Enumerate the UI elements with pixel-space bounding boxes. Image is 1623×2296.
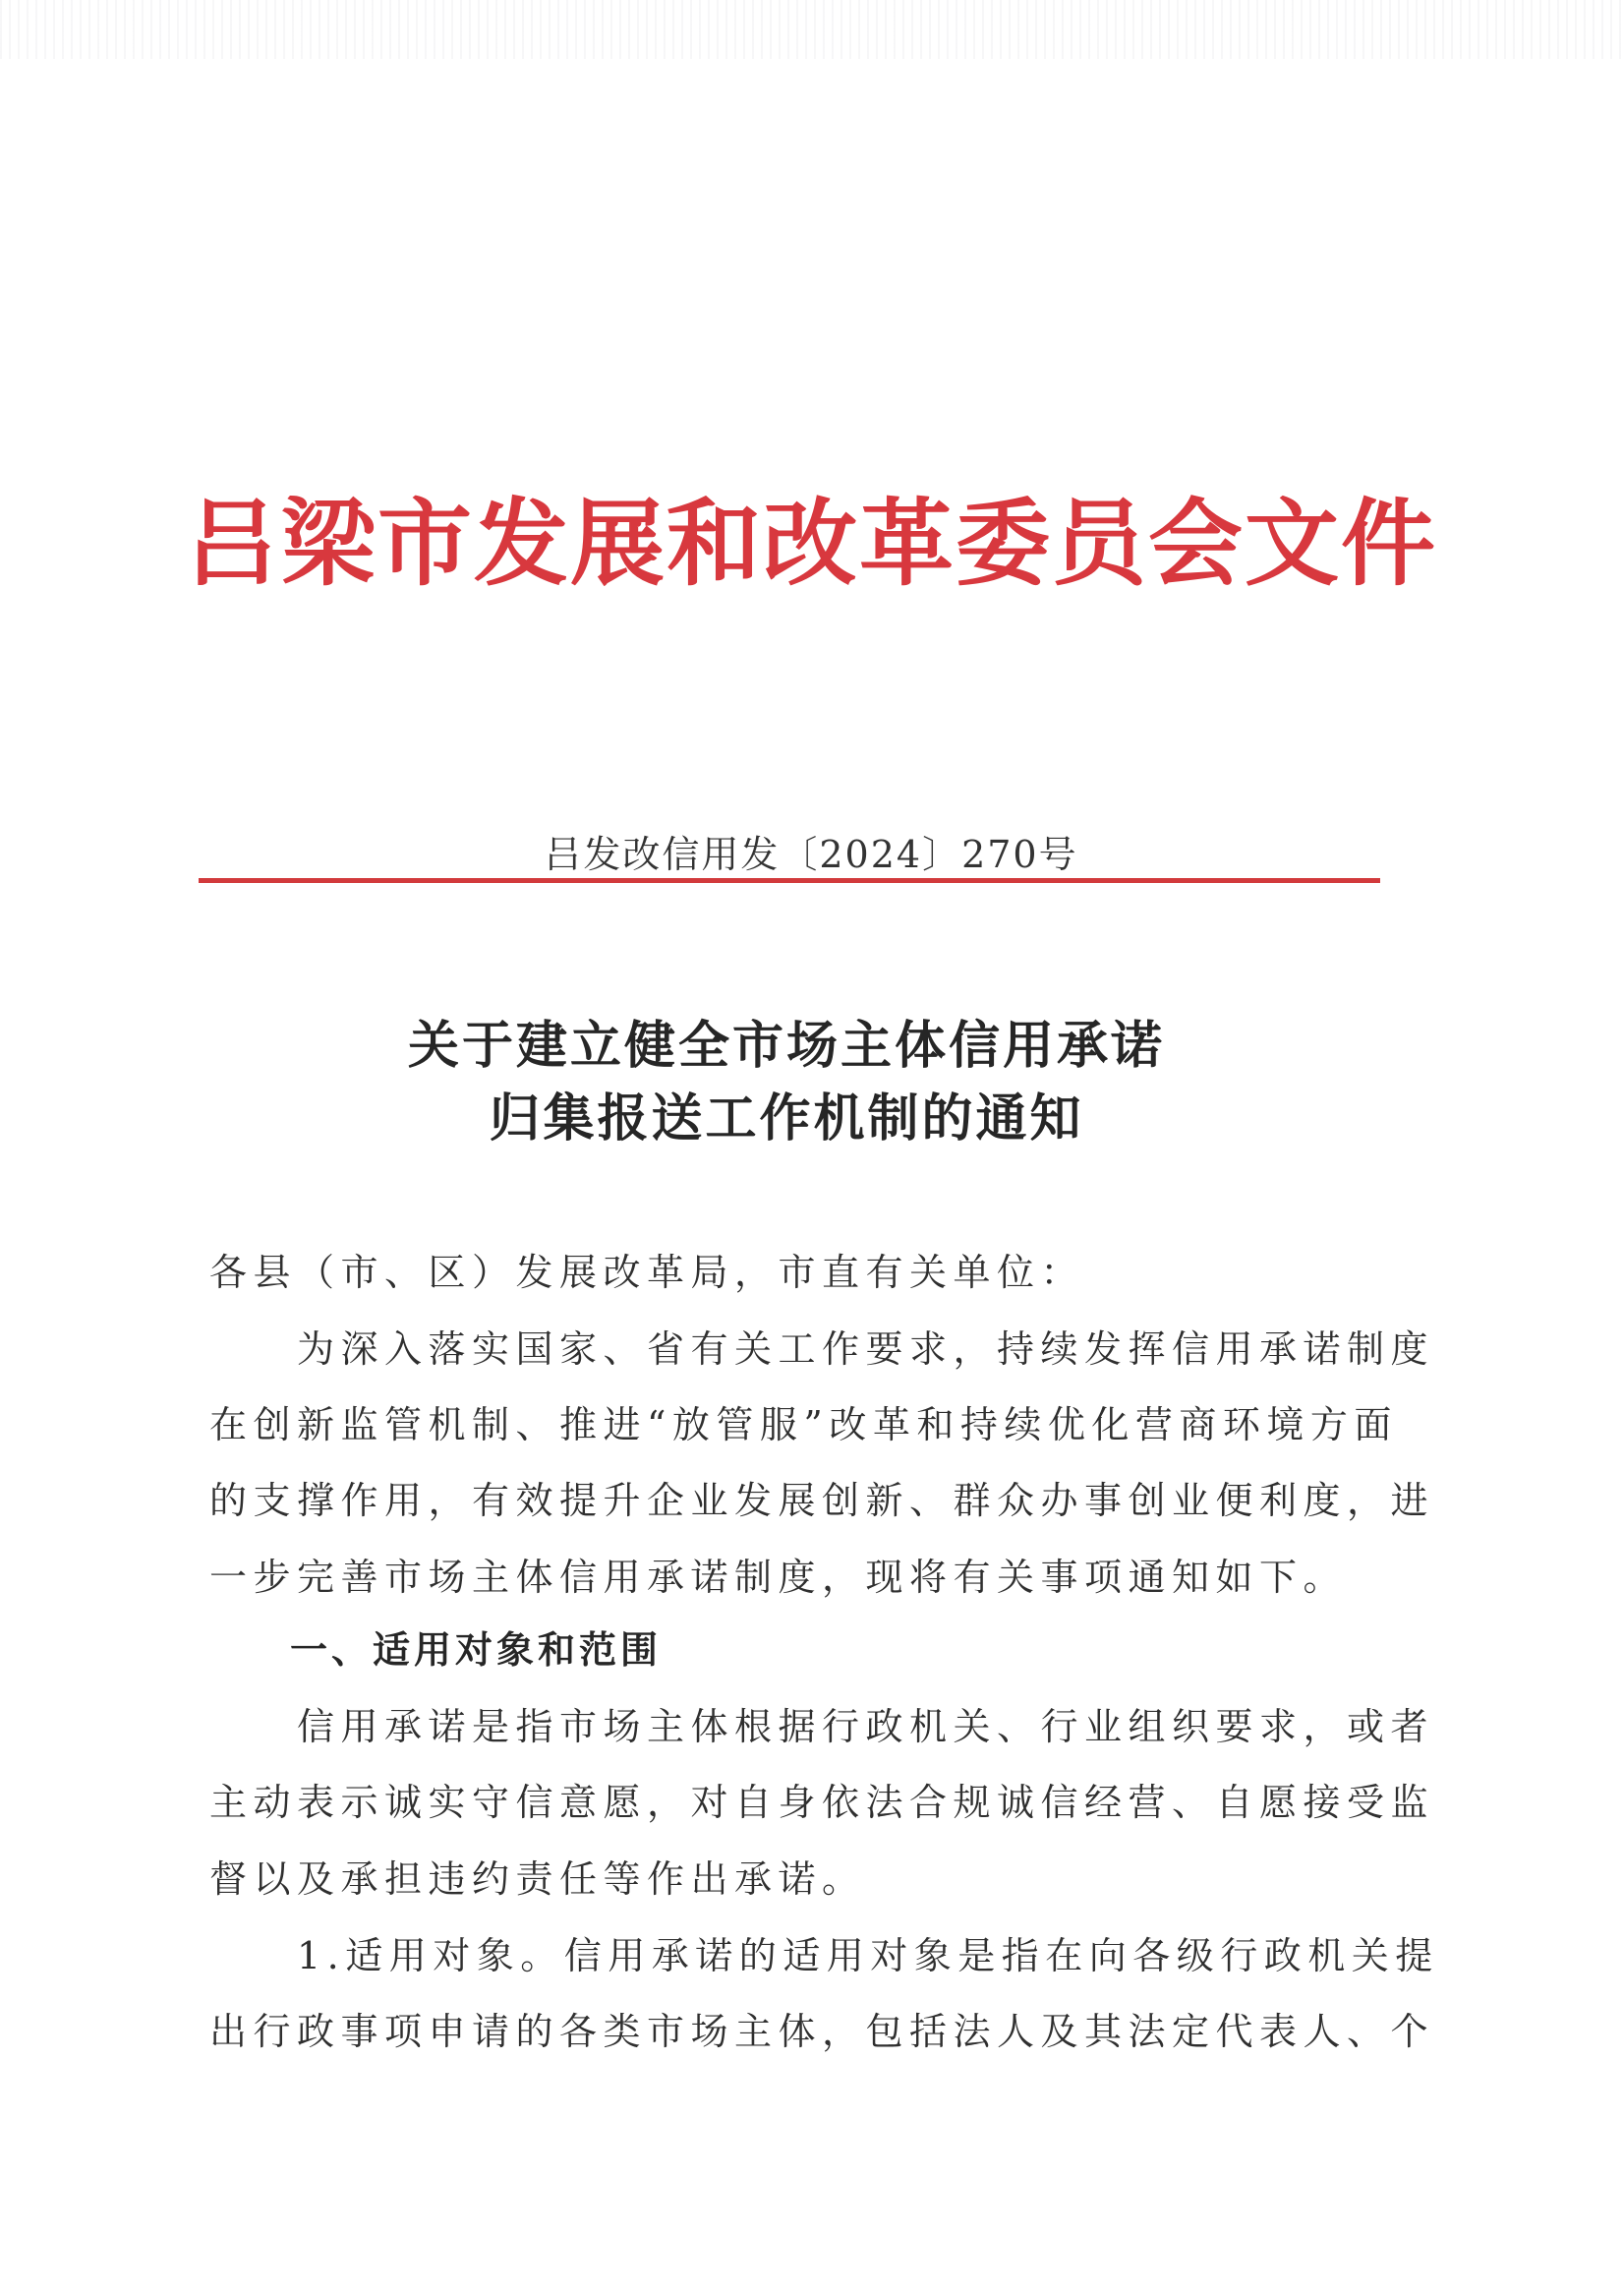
section-line-1: 信用承诺是指市场主体根据行政机关、行业组织要求，或者 — [209, 1705, 1435, 1748]
notice-title-line-2: 归集报送工作机制的通知 — [489, 1089, 1084, 1148]
section-line-4: 1.适用对象。信用承诺的适用对象是指在向各级行政机关提 — [209, 1934, 1439, 1977]
body-line-4: 一步完善市场主体信用承诺制度，现将有关事项通知如下。 — [209, 1556, 1348, 1599]
body-line-3: 的支撑作用，有效提升企业发展创新、群众办事创业便利度，进 — [209, 1479, 1435, 1522]
document-number: 吕发改信用发〔2024〕270号 — [544, 833, 1078, 876]
section-line-2: 主动表示诚实守信意愿，对自身依法合规诚信经营、自愿接受监 — [209, 1781, 1435, 1824]
masthead-title: 吕梁市发展和改革委员会文件 — [185, 488, 1437, 599]
body-line-2: 在创新监管机制、推进“放管服”改革和持续优化营商环境方面 — [209, 1403, 1398, 1446]
body-line-1: 为深入落实国家、省有关工作要求，持续发挥信用承诺制度 — [209, 1327, 1435, 1371]
section-line-5: 出行政事项申请的各类市场主体，包括法人及其法定代表人、个 — [209, 2010, 1435, 2053]
section-heading: 一、适用对象和范围 — [290, 1628, 663, 1672]
red-divider-line — [199, 878, 1380, 883]
salutation: 各县（市、区）发展改革局，市直有关单位： — [209, 1251, 1085, 1294]
scan-edge-noise — [0, 0, 1623, 59]
notice-title-line-1: 关于建立健全市场主体信用承诺 — [407, 1017, 1165, 1076]
section-line-3: 督以及承担违约责任等作出承诺。 — [209, 1857, 866, 1901]
